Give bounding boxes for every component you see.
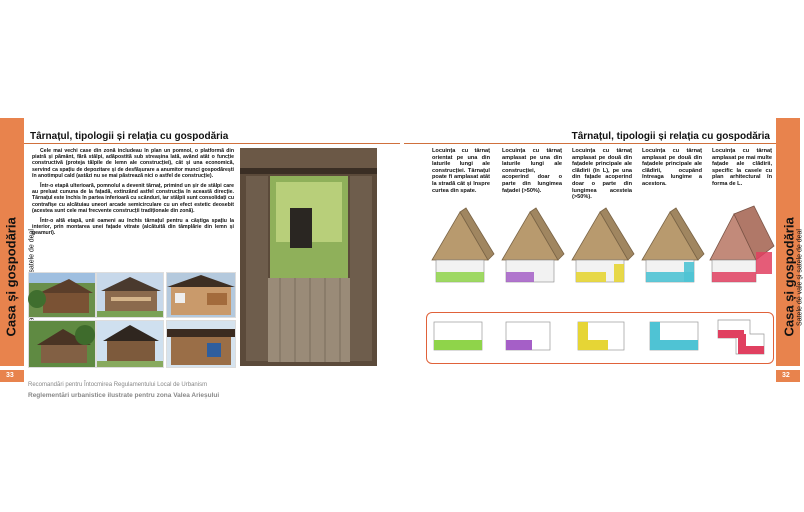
right-sidebar-subtitle: Satele de vale și satele de deal xyxy=(796,229,804,326)
house-3 xyxy=(572,208,634,282)
typology-text-5: Locuința cu târnaț amplasat pe mai multe fațade ale clădirii, specific la casele cu plan arhitectural în forma de L. xyxy=(712,148,772,187)
house-1 xyxy=(432,208,494,282)
footer-line-1: Recomandări pentru Întocmirea Regulamentului Local de Urbanism xyxy=(28,382,208,388)
right-sidebar-title: Casa și gospodăria xyxy=(781,217,797,337)
left-section-title: Târnațul, tipologii și relația cu gospodăria xyxy=(30,131,229,142)
paragraph-2: Într-o etapă ulterioară, pomnolul a devenit târnaț, primind un șir de stâlpi care au preluat cununa de la fațadă, extinzând astfel construcția în această direcție. Târnațul este închis în partea inferioară cu scânduri, iar stâlpii sunt consolidați cu contrafișe cu alcătuiau uneori arcade semicirculare cu un efect estetic deosebit (acestea sunt cele mai frecvente construcții tradiționale din zonă). xyxy=(32,183,234,214)
plan-5 xyxy=(718,320,764,354)
floor-plans xyxy=(426,312,772,362)
photo-house-2 xyxy=(96,272,164,318)
footer-line-2: Reglementări urbanistice ilustrate pentru zona Valea Arieșului xyxy=(28,392,220,399)
left-text-block xyxy=(32,148,234,241)
typology-text-3: Locuința cu târnaț amplasat pe două din fațadele principale ale clădirii (în L), pe una din fațade acoperind doar o parte din lungimea acesteia (>50%). xyxy=(572,148,632,201)
typology-text-4: Locuința cu târnaț amplasat pe două din fațadele principale ale clădirii, ocupând întreaga lungime a acestora. xyxy=(642,148,702,187)
house-illustrations xyxy=(420,206,776,302)
paragraph-1: Cele mai vechi case din zonă includeau în plan un pomnol, o platformă din piatră și pământ, fără stâlpi, adăpostită sub streașina lată, având atât o funcție constructivă (proteja tălpile de lemn ale construcției), cât și una economică, servind ca spațiu de depozitare și de desfășurare a anumitor munci gospodărești în anotimpul cald (astăzi nu se mai păstrează nici o astfel de construcție). xyxy=(32,148,234,179)
house-2 xyxy=(502,208,564,282)
photo-house-5 xyxy=(96,320,164,368)
left-title-rule xyxy=(24,143,400,144)
paragraph-3: Într-o altă etapă, unii oameni au închis târnațul pentru a câștiga spațiu la interior, prin montarea unei fațade vitrate (alcătuită din tâmplărie din lemn și geamuri). xyxy=(32,218,234,237)
typology-text-2: Locuința cu târnaț amplasat pe una din laturile lungi ale construcției, acoperind doar o parte din lungimea fațadei (>50%). xyxy=(502,148,562,194)
plan-2 xyxy=(506,322,550,350)
photo-house-1 xyxy=(28,272,96,318)
right-title-rule xyxy=(404,143,776,144)
plan-3 xyxy=(578,322,624,350)
right-section-title: Târnațul, tipologii și relația cu gospodăria xyxy=(571,131,770,142)
house-4 xyxy=(642,208,704,282)
left-page-number: 33 xyxy=(6,372,14,379)
house-5 xyxy=(710,206,774,282)
plan-1 xyxy=(434,322,482,350)
typology-text-1: Locuința cu târnaț orientat pe una din laturile lungi ale construcției. Târnațul poate fi amplasat atât la stradă cât și înspre curtea din spate. xyxy=(432,148,490,194)
plan-4 xyxy=(650,322,698,350)
photo-porch-gate xyxy=(240,148,377,366)
left-sidebar-title: Casa și gospodăria xyxy=(3,217,19,337)
right-page-number: 32 xyxy=(782,372,790,379)
photo-house-6 xyxy=(166,320,236,368)
photo-house-4 xyxy=(28,320,96,368)
photo-house-3 xyxy=(166,272,236,318)
